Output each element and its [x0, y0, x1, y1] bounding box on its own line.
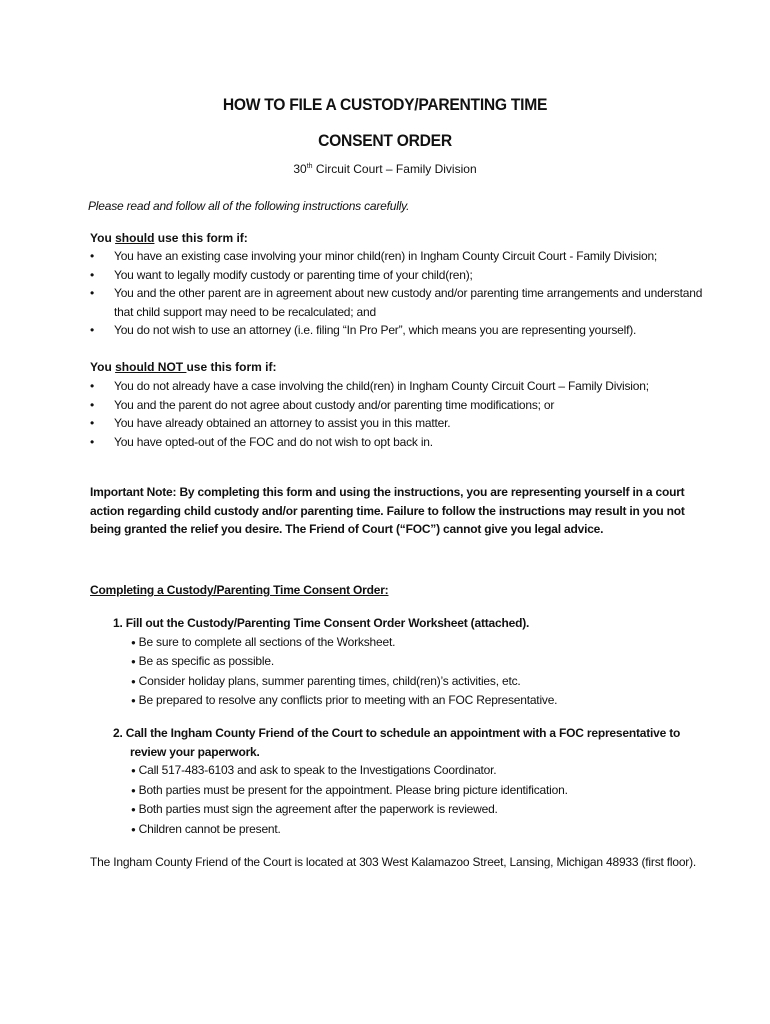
should-head-underlined: should — [115, 231, 155, 245]
list-item — [90, 321, 710, 340]
list-item: ● Both parties must sign the agreement after the paperwork is reviewed. — [131, 800, 693, 820]
list-item: ● Be prepared to resolve any conflicts prior to meeting with an FOC Representative. — [131, 691, 693, 711]
bullet-icon: • — [90, 249, 95, 263]
bullet-icon: • — [90, 267, 95, 282]
should-head-pre: You — [90, 231, 116, 245]
important-note: Important Note: By completing this form and using the instructions, you are representing yourself in a court action regarding child custody and/or parenting time. Failure to follow the instructions may result in you not being granted the relief you desire. The Friend of Court (“FOC”) cannot give you legal advice. — [90, 485, 685, 537]
list-item: ● Children cannot be present. — [131, 820, 693, 840]
court-subtitle — [0, 162, 770, 176]
step-2-title: 2. Call the Ingham County Friend of the Court to schedule an appointment with a FOC representative to review your paperwork. — [113, 726, 681, 759]
bullet-icon: • — [90, 286, 95, 301]
should-use-heading — [90, 231, 248, 245]
should-not-head-pre: You — [90, 360, 116, 374]
step-2-list — [113, 761, 693, 839]
should-head-post: use this form if: — [154, 231, 248, 245]
intro-instruction: Please read and follow all of the following instructions carefully. — [88, 199, 410, 213]
list-item-text: You and the parent do not agree about custody and/or parenting time modifications; or — [114, 397, 555, 412]
list-item — [90, 247, 710, 266]
step-2 — [113, 724, 693, 840]
list-item-text: You do not already have a case involving the child(ren) in Ingham County Circuit Court – Family Division; — [114, 379, 649, 393]
document-title-line-1: HOW TO FILE A CUSTODY/PARENTING TIME — [222, 95, 548, 114]
list-item-text: You have an existing case involving your minor child(ren) in Ingham County Circuit Court - Family Division; — [114, 249, 658, 263]
bullet-icon: • — [90, 397, 95, 412]
list-item — [90, 396, 710, 415]
list-item: ● Consider holiday plans, summer parenting times, child(ren)’s activities, etc. — [131, 672, 693, 692]
step-1-list — [113, 633, 693, 711]
should-not-head-underlined: should NOT — [115, 360, 187, 374]
document-title-line-2: CONSENT ORDER — [318, 131, 452, 150]
list-item: ● Be as specific as possible. — [131, 652, 693, 672]
should-not-head-post: use this form if: — [186, 360, 277, 374]
list-item-text: You and the other parent are in agreement about new custody and/or parenting time arrangements and understand that child support may need to be recalculated; and — [114, 286, 703, 319]
list-item — [90, 266, 710, 285]
list-item — [90, 284, 710, 321]
foc-location-footer: The Ingham County Friend of the Court is located at 303 West Kalamazoo Street, Lansing, Michigan 48933 (first floor). — [90, 855, 697, 869]
list-item-text: You have opted-out of the FOC and do not wish to opt back in. — [114, 434, 433, 449]
list-item-text: You do not wish to use an attorney (i.e. filing “In Pro Per”, which means you are representing yourself). — [114, 323, 637, 338]
bullet-icon: • — [90, 416, 95, 431]
completing-heading: Completing a Custody/Parenting Time Consent Order: — [90, 583, 389, 597]
list-item — [90, 414, 710, 433]
list-item: ● Both parties must be present for the appointment. Please bring picture identification. — [131, 781, 693, 801]
bullet-icon: • — [90, 323, 95, 338]
list-item: ● Be sure to complete all sections of the Worksheet. — [131, 633, 693, 653]
bullet-icon: • — [90, 379, 95, 393]
subtitle-text: Circuit Court – Family Division — [312, 162, 477, 176]
should-not-use-heading — [90, 360, 276, 374]
step-1 — [113, 614, 693, 711]
subtitle-number: 30 — [293, 162, 307, 176]
bullet-icon: • — [90, 434, 95, 449]
list-item — [90, 433, 710, 452]
step-1-title: 1. Fill out the Custody/Parenting Time Consent Order Worksheet (attached). — [113, 616, 530, 630]
list-item-text: You want to legally modify custody or parenting time of your child(ren); — [114, 267, 473, 282]
should-use-list — [90, 247, 710, 340]
list-item — [90, 377, 710, 396]
list-item-text: You have already obtained an attorney to assist you in this matter. — [114, 416, 451, 431]
list-item: ● Call 517-483-6103 and ask to speak to the Investigations Coordinator. — [131, 761, 693, 781]
subtitle-ordinal: th — [306, 163, 313, 170]
should-not-use-list — [90, 377, 710, 451]
